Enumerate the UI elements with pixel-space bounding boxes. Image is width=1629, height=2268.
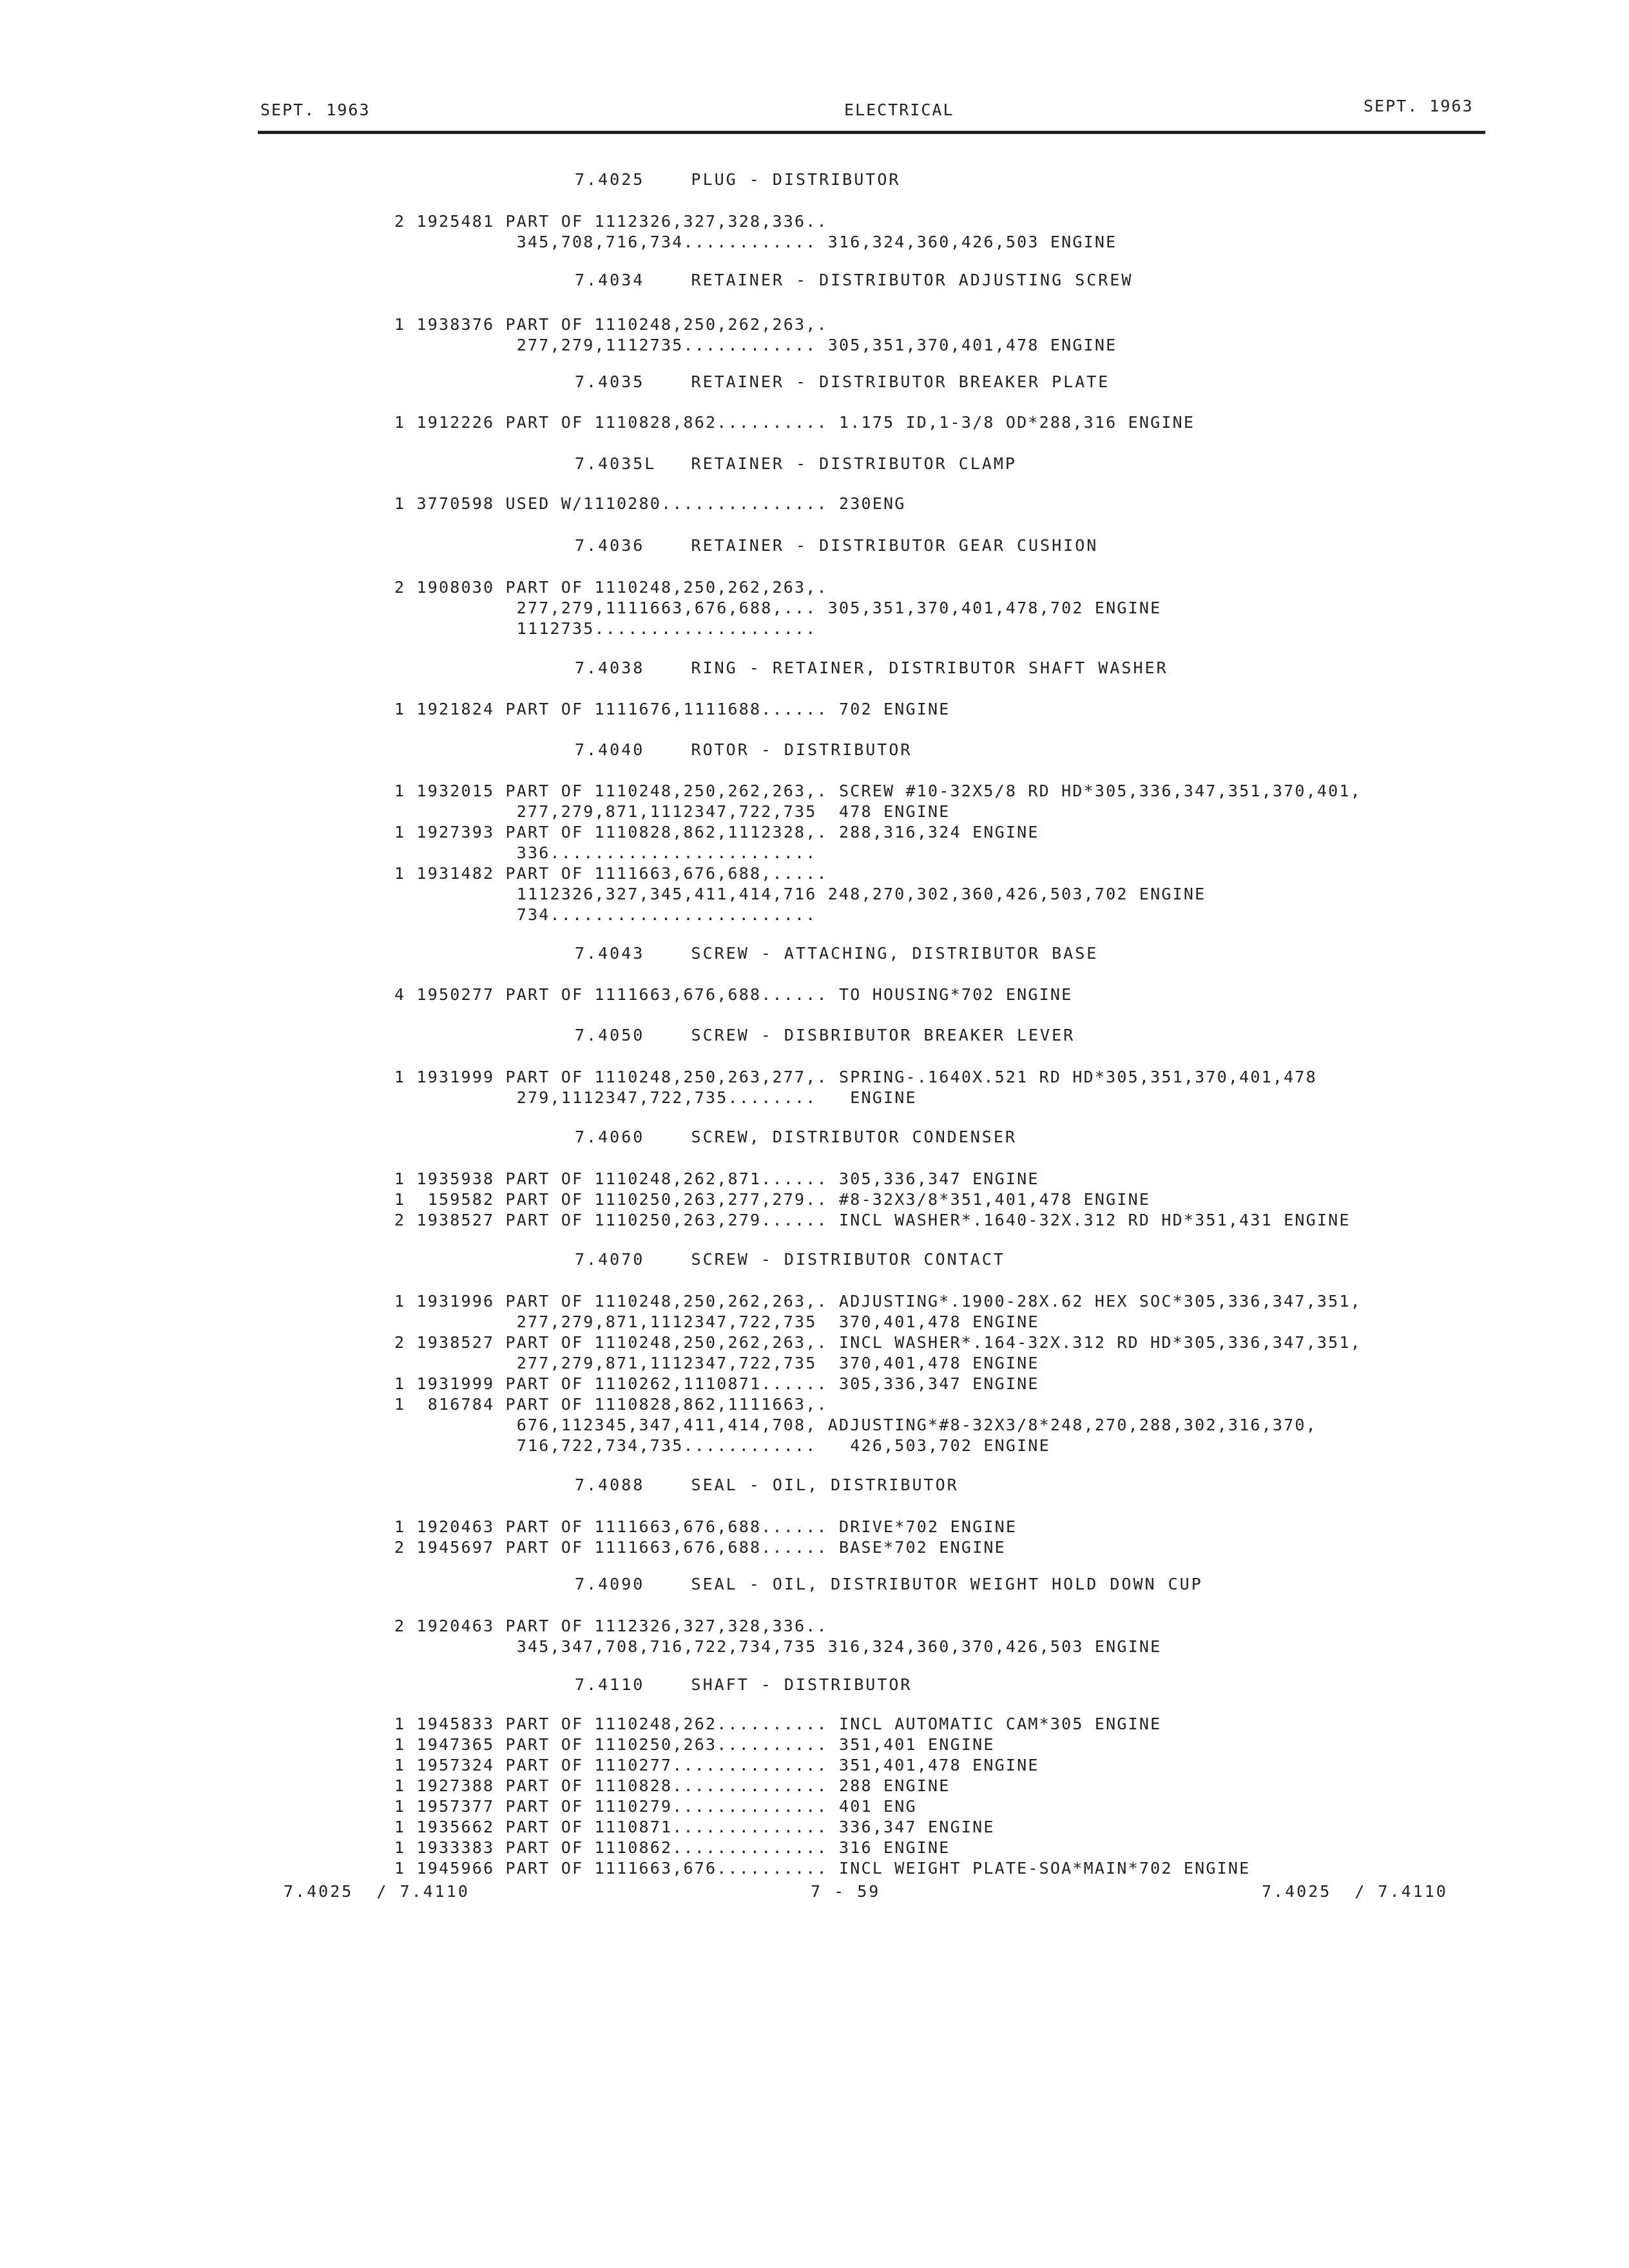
section-title: 7.4070 SCREW - DISTRIBUTOR CONTACT — [575, 1250, 1005, 1269]
part-entry — [394, 1858, 1250, 1879]
section-title: 7.4088 SEAL - OIL, DISTRIBUTOR — [575, 1475, 959, 1494]
part-entry — [394, 1817, 995, 1838]
entry-line: 2 1945697 PART OF 1111663,676,688...... BASE*702 ENGINE — [394, 1538, 1006, 1557]
part-entry — [394, 1374, 1039, 1394]
entry-line: 1 3770598 USED W/1110280............... 230ENG — [394, 494, 906, 513]
part-entry — [394, 1796, 917, 1817]
part-entry — [394, 699, 950, 720]
section-title: 7.4050 SCREW - DISBRIBUTOR BREAKER LEVER — [575, 1026, 1075, 1044]
entry-line: 4 1950277 PART OF 1111663,676,688...... TO HOUSING*702 ENGINE — [394, 985, 1073, 1004]
section-title: 7.4043 SCREW - ATTACHING, DISTRIBUTOR BASE — [575, 944, 1099, 963]
section-title: 7.4025 PLUG - DISTRIBUTOR — [575, 170, 901, 189]
entry-line: 279,1112347,722,735........ ENGINE — [394, 1088, 917, 1107]
header-section-title: ELECTRICAL — [844, 101, 954, 119]
entry-line: 1 1938376 PART OF 1110248,250,262,263,. — [394, 315, 828, 334]
part-entry — [394, 1189, 1150, 1210]
entry-line: 1 1935938 PART OF 1110248,262,871...... 305,336,347 ENGINE — [394, 1169, 1039, 1188]
entry-line: 1 1921824 PART OF 1111676,1111688...... 702 ENGINE — [394, 700, 950, 718]
part-entry — [394, 314, 1117, 356]
entry-line: 1112735.................... — [394, 619, 817, 638]
entry-line: 277,279,871,1112347,722,735 478 ENGINE — [394, 802, 950, 821]
part-entry — [394, 577, 1161, 639]
entry-line: 1 1945966 PART OF 1111663,676.......... INCL WEIGHT PLATE-SOA*MAIN*702 ENGINE — [394, 1859, 1251, 1878]
part-entry — [394, 412, 1195, 433]
section-title: 7.4038 RING - RETAINER, DISTRIBUTOR SHAFT WASHER — [575, 658, 1168, 677]
part-entry — [394, 1210, 1351, 1231]
entry-line: 1 1931996 PART OF 1110248,250,262,263,. ADJUSTING*.1900-28X.62 HEX SOC*305,336,347,351, — [394, 1292, 1362, 1311]
entry-line: 277,279,871,1112347,722,735 370,401,478 ENGINE — [394, 1354, 1039, 1372]
part-entry — [394, 1537, 1006, 1558]
entry-line: 1 1931999 PART OF 1110262,1110871...... 305,336,347 ENGINE — [394, 1374, 1039, 1393]
entry-line: 1 1933383 PART OF 1110862.............. 316 ENGINE — [394, 1838, 950, 1857]
part-entry — [394, 1776, 950, 1796]
part-entry — [394, 1394, 1317, 1456]
entry-line: 1 1927388 PART OF 1110828.............. 288 ENGINE — [394, 1776, 950, 1795]
entry-line: 2 1938527 PART OF 1110248,250,262,263,. INCL WASHER*.164-32X.312 RD HD*305,336,347,351, — [394, 1333, 1362, 1352]
entry-line: 1 1931482 PART OF 1111663,676,688,..... — [394, 864, 828, 883]
entry-line: 1 1947365 PART OF 1110250,263.......... 351,401 ENGINE — [394, 1735, 995, 1754]
section-title: 7.4040 ROTOR - DISTRIBUTOR — [575, 740, 912, 759]
entry-line: 2 1920463 PART OF 1112326,327,328,336.. — [394, 1617, 828, 1635]
footer-range-right: 7.4025 / 7.4110 — [1262, 1882, 1448, 1901]
entry-line: 345,347,708,716,722,734,735 316,324,360,370,426,503 ENGINE — [394, 1637, 1162, 1656]
entry-line: 1 1932015 PART OF 1110248,250,262,263,. SCREW #10-32X5/8 RD HD*305,336,347,351,370,401, — [394, 782, 1362, 800]
header-date-right: SEPT. 1963 — [1364, 97, 1474, 115]
entry-line: 734........................ — [394, 905, 817, 924]
entry-line: 716,722,734,735............ 426,503,702 ENGINE — [394, 1436, 1050, 1455]
entry-line: 2 1908030 PART OF 1110248,250,262,263,. — [394, 578, 828, 597]
section-title: 7.4035L RETAINER - DISTRIBUTOR CLAMP — [575, 454, 1017, 473]
entry-line: 676,112345,347,411,414,708, ADJUSTING*#8-32X3/8*248,270,288,302,316,370, — [394, 1416, 1317, 1434]
part-entry — [394, 211, 1117, 253]
part-entry — [394, 985, 1072, 1005]
part-entry — [394, 1714, 1161, 1735]
header-rule — [258, 131, 1485, 134]
entry-line: 345,708,716,734............ 316,324,360,426,503 ENGINE — [394, 233, 1117, 251]
part-entry — [394, 1616, 1161, 1657]
entry-line: 1112326,327,345,411,414,716 248,270,302,360,426,503,702 ENGINE — [394, 885, 1206, 903]
part-entry — [394, 494, 906, 514]
footer-page-number: 7 - 59 — [811, 1882, 881, 1901]
section-title: 7.4035 RETAINER - DISTRIBUTOR BREAKER PLATE — [575, 372, 1110, 391]
entry-line: 336........................ — [394, 843, 817, 862]
part-entry — [394, 1332, 1362, 1374]
entry-line: 1 1912226 PART OF 1110828,862.......... 1.175 ID,1-3/8 OD*288,316 ENGINE — [394, 413, 1195, 432]
entry-line: 2 1938527 PART OF 1110250,263,279...... INCL WASHER*.1640-32X.312 RD HD*351,431 ENGINE — [394, 1211, 1351, 1229]
entry-line: 1 1945833 PART OF 1110248,262.......... INCL AUTOMATIC CAM*305 ENGINE — [394, 1715, 1162, 1733]
header-date-left: SEPT. 1963 — [260, 101, 371, 119]
part-entry — [394, 1517, 1017, 1537]
entry-line: 1 159582 PART OF 1110250,263,277,279.. #8-32X3/8*351,401,478 ENGINE — [394, 1190, 1151, 1209]
entry-line: 2 1925481 PART OF 1112326,327,328,336.. — [394, 212, 828, 231]
entry-line: 277,279,1111663,676,688,... 305,351,370,401,478,702 ENGINE — [394, 599, 1162, 617]
entry-line: 1 1920463 PART OF 1111663,676,688...... DRIVE*702 ENGINE — [394, 1517, 1017, 1536]
entry-line: 1 1935662 PART OF 1110871.............. 336,347 ENGINE — [394, 1818, 995, 1836]
part-entry — [394, 1169, 1039, 1189]
part-entry — [394, 1291, 1362, 1332]
footer-range-left: 7.4025 / 7.4110 — [284, 1882, 470, 1901]
part-entry — [394, 1735, 995, 1755]
part-entry — [394, 1838, 950, 1858]
entry-line: 277,279,1112735............ 305,351,370,401,478 ENGINE — [394, 336, 1117, 354]
part-entry — [394, 781, 1362, 822]
part-entry — [394, 863, 1206, 925]
part-entry — [394, 1067, 1317, 1108]
part-entry — [394, 1755, 1039, 1776]
section-title: 7.4110 SHAFT - DISTRIBUTOR — [575, 1675, 912, 1694]
entry-line: 1 816784 PART OF 1110828,862,1111663,. — [394, 1395, 828, 1414]
entry-line: 1 1931999 PART OF 1110248,250,263,277,. SPRING-.1640X.521 RD HD*305,351,370,401,478 — [394, 1068, 1317, 1086]
entry-line: 1 1957324 PART OF 1110277.............. 351,401,478 ENGINE — [394, 1756, 1039, 1774]
entry-line: 1 1927393 PART OF 1110828,862,1112328,. 288,316,324 ENGINE — [394, 823, 1039, 841]
entry-line: 277,279,871,1112347,722,735 370,401,478 ENGINE — [394, 1312, 1039, 1331]
section-title: 7.4036 RETAINER - DISTRIBUTOR GEAR CUSHION — [575, 536, 1099, 555]
section-title: 7.4060 SCREW, DISTRIBUTOR CONDENSER — [575, 1128, 1017, 1146]
entry-line: 1 1957377 PART OF 1110279.............. 401 ENG — [394, 1797, 917, 1816]
part-entry — [394, 822, 1039, 863]
section-title: 7.4034 RETAINER - DISTRIBUTOR ADJUSTING SCREW — [575, 271, 1133, 289]
section-title: 7.4090 SEAL - OIL, DISTRIBUTOR WEIGHT HOLD DOWN CUP — [575, 1575, 1203, 1593]
